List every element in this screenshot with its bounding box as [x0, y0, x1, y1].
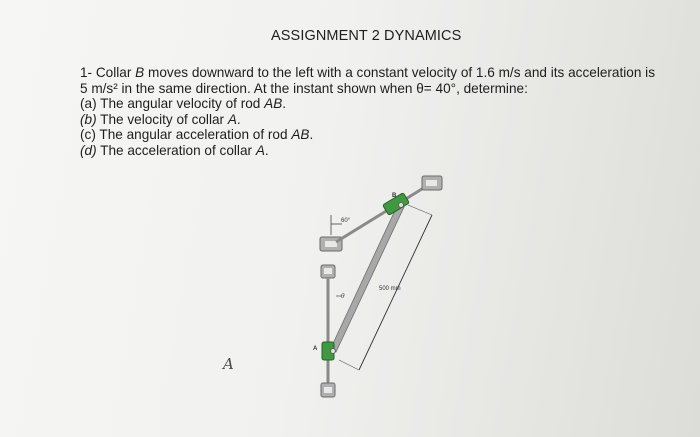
vertical-guide — [321, 265, 335, 397]
intro-text-1: 1- Collar — [80, 65, 136, 80]
question-a-label: (a) — [80, 96, 97, 112]
question-d-label: (d) — [80, 142, 97, 158]
length-label: 500 mm — [379, 286, 401, 292]
question-a-end: . — [282, 96, 287, 112]
upper-right-bracket-slot — [426, 180, 437, 186]
pin-a — [331, 349, 336, 354]
label-a: A — [313, 346, 318, 352]
rod-ab — [330, 204, 404, 352]
lower-left-bracket-slot — [325, 241, 337, 247]
question-a-text: The angular velocity of rod — [96, 96, 265, 112]
question-b-text: The velocity of collar — [96, 111, 228, 127]
dimension-ext-upper — [408, 205, 432, 215]
question-c-var: AB — [291, 127, 310, 143]
question-b-label: (b) — [80, 111, 97, 127]
collar-b-var: B — [135, 65, 145, 80]
question-a-var: AB — [264, 96, 283, 112]
question-c-end: . — [309, 127, 314, 143]
pin-b — [399, 203, 404, 208]
question-c-label: (c) — [80, 127, 96, 143]
vertical-bottom-bracket-slot — [324, 387, 332, 393]
handwritten-mark: A — [223, 355, 234, 373]
question-d-end: . — [264, 142, 269, 158]
label-b: B — [392, 193, 397, 199]
dimension-line — [359, 215, 432, 370]
vertical-top-bracket-slot — [324, 268, 332, 274]
question-d-var: A — [255, 142, 265, 158]
question-b-end: . — [236, 111, 241, 127]
angle-60-label: 60° — [341, 218, 351, 224]
dimension-ext-lower — [339, 360, 359, 370]
inclined-guide-rod — [336, 184, 430, 242]
question-d-text: The acceleration of collar — [96, 142, 256, 158]
assignment-title: ASSIGNMENT 2 DYNAMICS — [271, 28, 462, 44]
theta-label: θ — [341, 293, 345, 300]
intro-text-2: moves downward to the left with a constant velocity of 1.6 m/s and its acceleration is 5 m/s² in the same direction. At the instant shown when θ= 40°, determine: — [80, 65, 656, 96]
question-b-var: A — [227, 111, 237, 127]
question-c-text: The angular acceleration of rod — [95, 127, 292, 143]
